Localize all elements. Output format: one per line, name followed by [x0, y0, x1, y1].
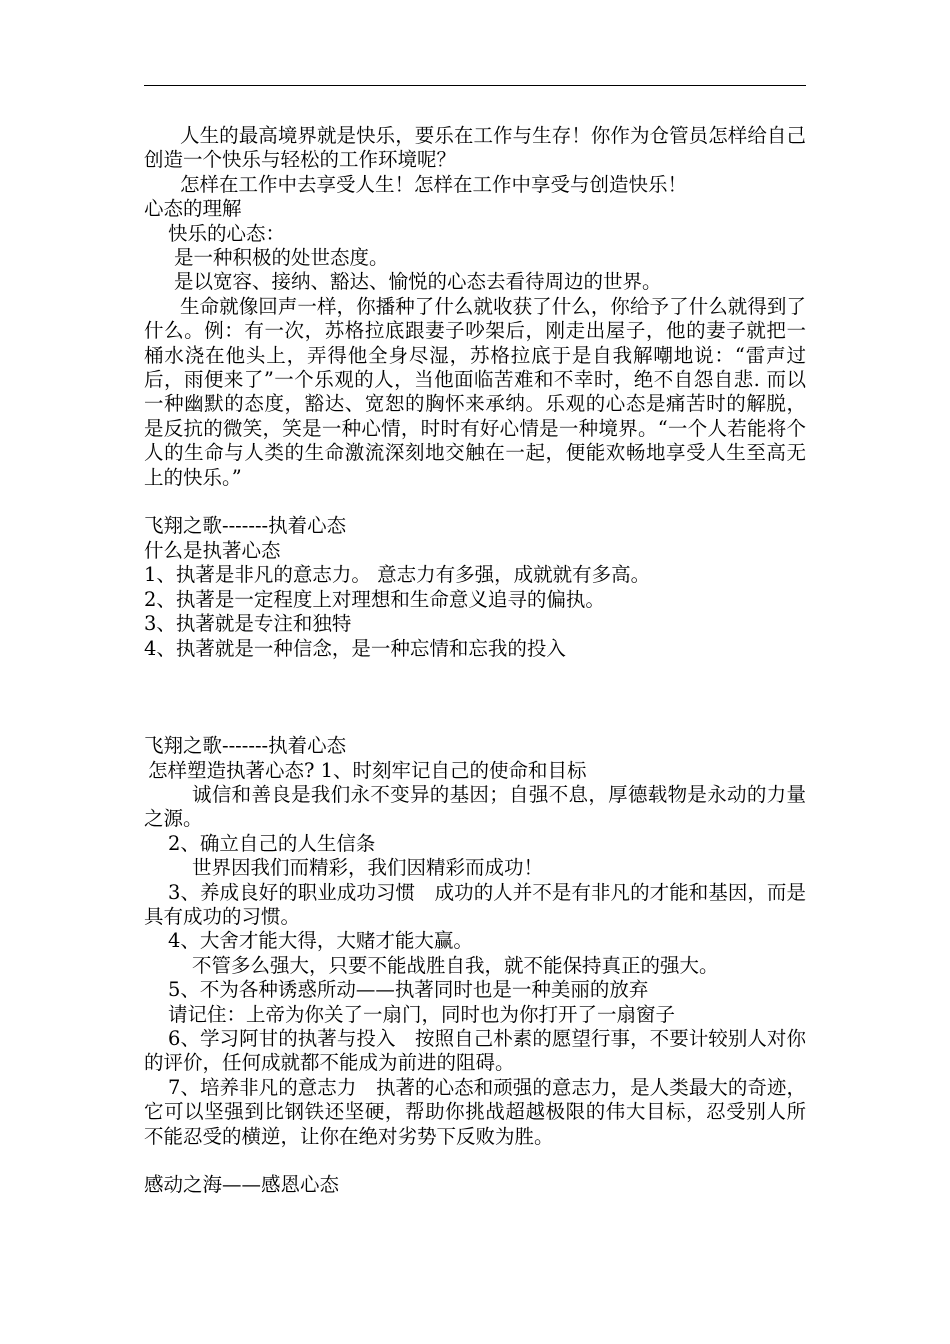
list-item: 6、学习阿甘的执著与投入 按照自己朴素的愿望行事，不要计较别人对你的评价，任何成就都不能成为前进的阻碍。 — [144, 1026, 806, 1075]
document-body — [144, 124, 806, 1198]
paragraph: 是以宽容、接纳、豁达、愉悦的心态去看待周边的世界。 — [174, 270, 662, 294]
paragraph: 诚信和善良是我们永不变异的基因；自强不息，厚德载物是永动的力量之源。 — [144, 782, 806, 831]
list-item: 3、养成良好的职业成功习惯 成功的人并不是有非凡的才能和基因，而是具有成功的习惯。 — [144, 880, 806, 928]
list-item: 4、执著就是一种信念，是一种忘情和忘我的投入 — [144, 636, 566, 660]
paragraph: 人生的最高境界就是快乐，要乐在工作与生存！你作为仓管员怎样给自己创造一个快乐与轻松的工作环境呢？ — [144, 124, 806, 172]
list-item: 4、大舍才能大得，大赌才能大赢。 — [168, 929, 473, 953]
spacer — [144, 710, 806, 734]
spacer — [144, 661, 806, 685]
paragraph: 世界因我们而精彩，我们因精彩而成功！ — [192, 856, 544, 880]
header-rule — [144, 85, 806, 86]
list-item: 2、确立自己的人生信条 — [168, 831, 376, 855]
list-item: 7、培养非凡的意志力 执著的心态和顽强的意志力，是人类最大的奇迹，它可以坚强到比钢铁还坚硬，帮助你挑战超越极限的伟大目标，忍受别人所不能忍受的横逆，让你在绝对劣势下反败为胜。 — [144, 1075, 806, 1148]
paragraph: 是一种积极的处世态度。 — [174, 246, 389, 270]
paragraph: 请记住：上帝为你关了一扇门，同时也为你打开了一扇窗子 — [168, 1002, 676, 1026]
spacer — [144, 490, 806, 514]
spacer — [144, 685, 806, 709]
section-heading: 感动之海——感恩心态 — [144, 1173, 340, 1197]
paragraph: 什么是执著心态 — [144, 538, 281, 562]
paragraph: 怎样塑造执著心态? 1、时刻牢记自己的使命和目标 — [148, 758, 587, 782]
spacer — [144, 1149, 806, 1173]
section-heading: 飞翔之歌-------执着心态 — [144, 734, 347, 758]
list-item: 1、执著是非凡的意志力。 意志力有多强，成就就有多高。 — [144, 563, 651, 587]
list-item: 5、不为各种诱惑所动——执著同时也是一种美丽的放弃 — [168, 978, 649, 1002]
paragraph: 不管多么强大，只要不能战胜自我，就不能保持真正的强大。 — [192, 953, 719, 977]
paragraph: 怎样在工作中去享受人生！怎样在工作中享受与创造快乐！ — [180, 172, 688, 196]
section-heading: 飞翔之歌-------执着心态 — [144, 514, 347, 538]
list-item: 3、执著就是专注和独特 — [144, 612, 352, 636]
list-item: 2、执著是一定程度上对理想和生命意义追寻的偏执。 — [144, 587, 605, 611]
paragraph: 生命就像回声一样，你播种了什么就收获了什么，你给予了什么就得到了什么。例：有一次，苏格拉底跟妻子吵架后，刚走出屋子，他的妻子就把一桶水浇在他头上，弄得他全身尽湿，苏格拉底于是自我解嘲地说：“雷声过后，雨便来了”一个乐观的人，当他面临苦难和不幸时，绝不自怨自悲. 而以一种幽默的态度，豁达、宽恕的胸怀来承纳。乐观的心态是痛苦时的解脱，是反抗的微笑，笑是一种心情，时时有好心情是一种境界。“一个人若能将个人的生命与人类的生命激流深刻地交触在一起，便能欢畅地享受人生至高无上的快乐。” — [144, 294, 806, 489]
section-heading: 心态的理解 — [144, 197, 242, 221]
paragraph: 快乐的心态： — [168, 221, 286, 245]
